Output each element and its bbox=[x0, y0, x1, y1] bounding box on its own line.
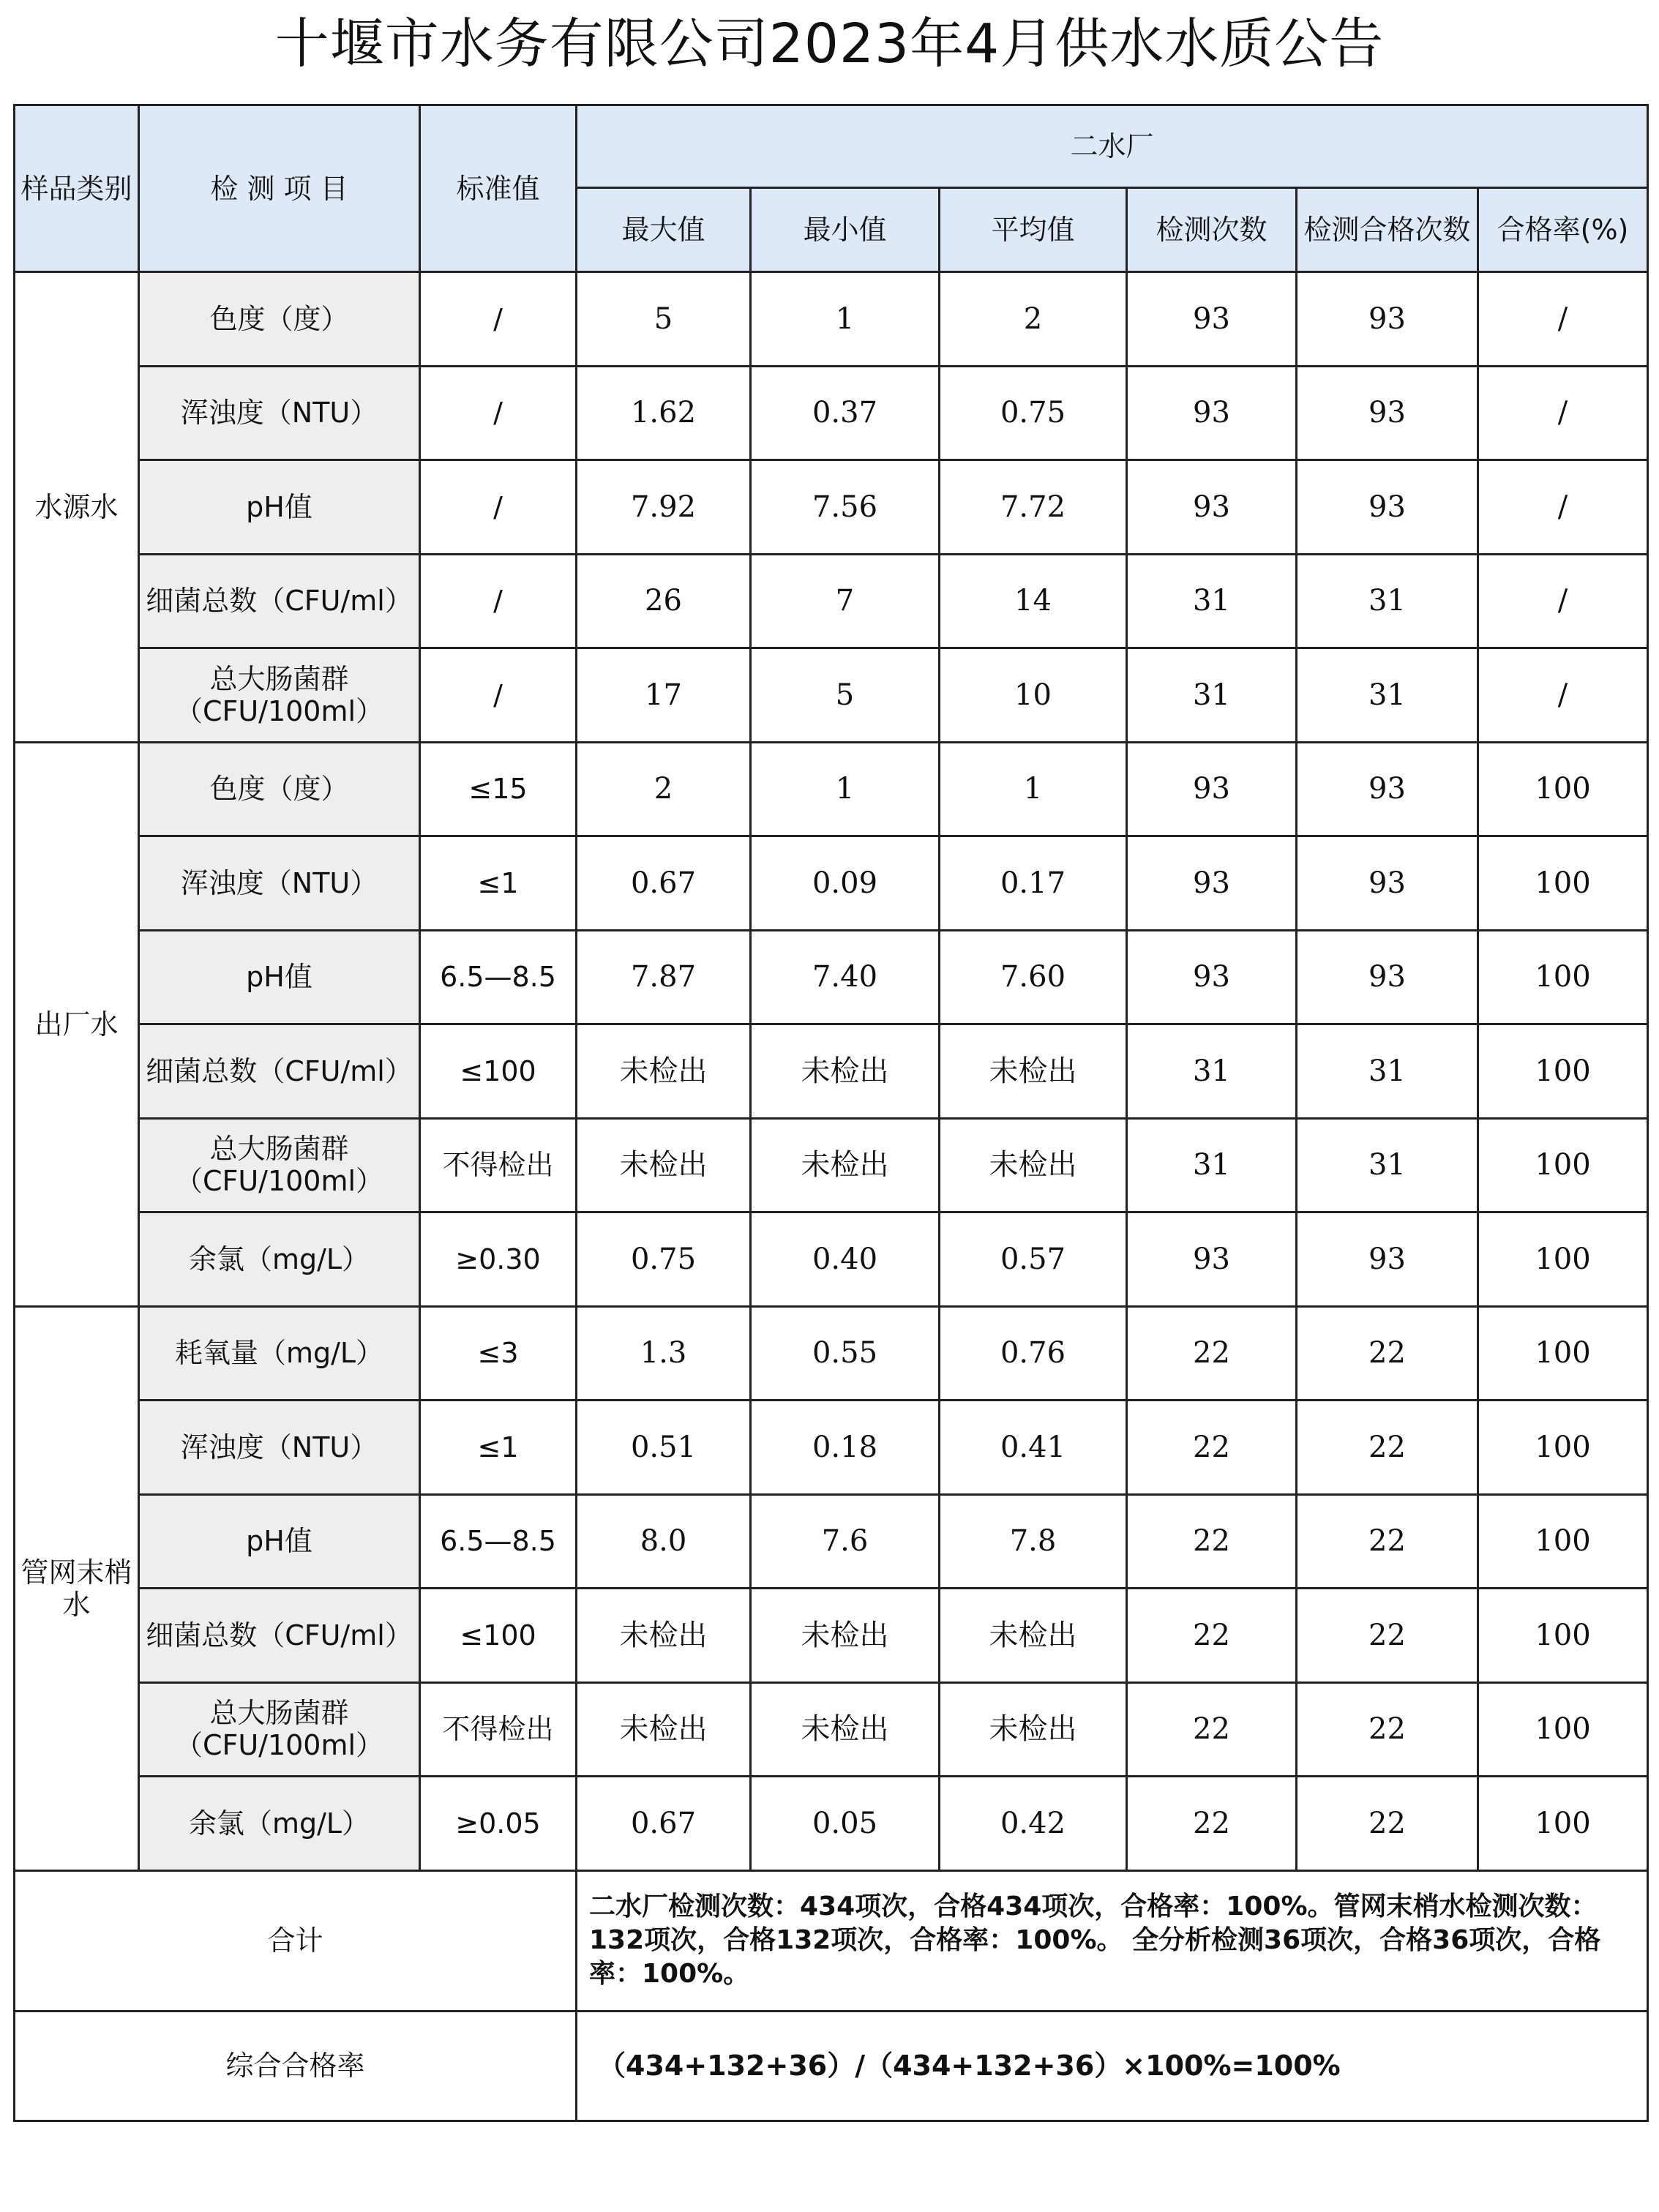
cell-min: 5 bbox=[751, 648, 940, 743]
cell-max: 未检出 bbox=[577, 1682, 751, 1777]
table-row bbox=[15, 1777, 1648, 1871]
standard-value: ≥0.30 bbox=[420, 1212, 577, 1307]
summary-text: 二水厂检测次数：434项次，合格434项次，合格率：100%。管网末梢水检测次数：132项次，合格132项次，合格率：100%。 全分析检测36项次，合格36项次，合格率：100%。 bbox=[577, 1870, 1648, 2011]
cell-max: 未检出 bbox=[577, 1118, 751, 1212]
cell-count: 93 bbox=[1127, 742, 1297, 836]
cell-pass: 22 bbox=[1297, 1777, 1478, 1871]
cell-rate: 100 bbox=[1478, 1401, 1648, 1495]
cell-max: 未检出 bbox=[577, 1024, 751, 1119]
test-item: 细菌总数（CFU/ml） bbox=[139, 1024, 420, 1119]
cell-pass: 22 bbox=[1297, 1494, 1478, 1589]
cell-pass: 31 bbox=[1297, 554, 1478, 648]
cell-min: 未检出 bbox=[751, 1118, 940, 1212]
standard-value: ≤3 bbox=[420, 1306, 577, 1401]
header-pass-count: 检测合格次数 bbox=[1297, 188, 1478, 272]
cell-rate: 100 bbox=[1478, 1589, 1648, 1683]
cell-min: 7.40 bbox=[751, 930, 940, 1024]
cell-count: 31 bbox=[1127, 554, 1297, 648]
cell-max: 8.0 bbox=[577, 1494, 751, 1589]
standard-value: / bbox=[420, 460, 577, 555]
cell-min: 1 bbox=[751, 742, 940, 836]
table-row bbox=[15, 1306, 1648, 1401]
cell-rate: / bbox=[1478, 648, 1648, 743]
cell-pass: 93 bbox=[1297, 1212, 1478, 1307]
standard-value: / bbox=[420, 648, 577, 743]
test-item: 细菌总数（CFU/ml） bbox=[139, 1589, 420, 1683]
standard-value: ≤15 bbox=[420, 742, 577, 836]
cell-avg: 7.60 bbox=[940, 930, 1127, 1024]
header-sample-type: 样品类别 bbox=[15, 105, 139, 272]
cell-count: 22 bbox=[1127, 1682, 1297, 1777]
cell-avg: 未检出 bbox=[940, 1682, 1127, 1777]
page-title: 十堰市水务有限公司2023年4月供水水质公告 bbox=[274, 12, 1385, 75]
cell-count: 93 bbox=[1127, 1212, 1297, 1307]
cell-pass: 93 bbox=[1297, 742, 1478, 836]
cell-count: 22 bbox=[1127, 1589, 1297, 1683]
table-row bbox=[15, 1682, 1648, 1777]
cell-count: 22 bbox=[1127, 1306, 1297, 1401]
cell-pass: 22 bbox=[1297, 1589, 1478, 1683]
sample-category: 管网末梢水 bbox=[15, 1306, 139, 1870]
cell-max: 17 bbox=[577, 648, 751, 743]
cell-avg: 0.42 bbox=[940, 1777, 1127, 1871]
cell-rate: 100 bbox=[1478, 1118, 1648, 1212]
table-row bbox=[15, 1589, 1648, 1683]
cell-max: 5 bbox=[577, 272, 751, 367]
cell-max: 2 bbox=[577, 742, 751, 836]
cell-rate: 100 bbox=[1478, 930, 1648, 1024]
overall-row bbox=[15, 2011, 1648, 2121]
cell-min: 0.40 bbox=[751, 1212, 940, 1307]
cell-min: 7.56 bbox=[751, 460, 940, 555]
cell-pass: 31 bbox=[1297, 1024, 1478, 1119]
cell-avg: 2 bbox=[940, 272, 1127, 367]
header-test-item: 检 测 项 目 bbox=[139, 105, 420, 272]
test-item: 浑浊度（NTU） bbox=[139, 366, 420, 460]
cell-max: 7.87 bbox=[577, 930, 751, 1024]
test-item: 细菌总数（CFU/ml） bbox=[139, 554, 420, 648]
cell-avg: 0.41 bbox=[940, 1401, 1127, 1495]
cell-rate: 100 bbox=[1478, 1024, 1648, 1119]
cell-rate: 100 bbox=[1478, 1777, 1648, 1871]
test-item: 色度（度） bbox=[139, 272, 420, 367]
cell-avg: 0.75 bbox=[940, 366, 1127, 460]
cell-min: 0.09 bbox=[751, 836, 940, 931]
cell-count: 31 bbox=[1127, 1024, 1297, 1119]
standard-value: ≤100 bbox=[420, 1589, 577, 1683]
cell-max: 0.51 bbox=[577, 1401, 751, 1495]
header-min: 最小值 bbox=[751, 188, 940, 272]
cell-min: 0.05 bbox=[751, 1777, 940, 1871]
cell-rate: / bbox=[1478, 460, 1648, 555]
cell-pass: 22 bbox=[1297, 1682, 1478, 1777]
cell-avg: 未检出 bbox=[940, 1118, 1127, 1212]
test-item: pH值 bbox=[139, 930, 420, 1024]
standard-value: ≤1 bbox=[420, 836, 577, 931]
cell-avg: 14 bbox=[940, 554, 1127, 648]
cell-min: 1 bbox=[751, 272, 940, 367]
table-row bbox=[15, 1401, 1648, 1495]
sample-category: 出厂水 bbox=[15, 742, 139, 1306]
cell-pass: 93 bbox=[1297, 366, 1478, 460]
header-standard: 标准值 bbox=[420, 105, 577, 272]
table-body bbox=[15, 105, 1648, 1871]
test-item: 浑浊度（NTU） bbox=[139, 836, 420, 931]
table-row bbox=[15, 1212, 1648, 1307]
test-item: pH值 bbox=[139, 460, 420, 555]
test-item: 总大肠菌群（CFU/100ml） bbox=[139, 648, 420, 743]
cell-max: 7.92 bbox=[577, 460, 751, 555]
standard-value: / bbox=[420, 272, 577, 367]
table-row bbox=[15, 1118, 1648, 1212]
header-row-1 bbox=[15, 105, 1648, 188]
cell-pass: 93 bbox=[1297, 836, 1478, 931]
cell-min: 0.55 bbox=[751, 1306, 940, 1401]
header-max: 最大值 bbox=[577, 188, 751, 272]
cell-rate: 100 bbox=[1478, 1212, 1648, 1307]
test-item: 余氯（mg/L） bbox=[139, 1777, 420, 1871]
water-quality-table bbox=[13, 104, 1649, 2122]
cell-count: 22 bbox=[1127, 1401, 1297, 1495]
table-row bbox=[15, 930, 1648, 1024]
test-item: 总大肠菌群（CFU/100ml） bbox=[139, 1118, 420, 1212]
test-item: 耗氧量（mg/L） bbox=[139, 1306, 420, 1401]
cell-min: 未检出 bbox=[751, 1024, 940, 1119]
cell-count: 93 bbox=[1127, 366, 1297, 460]
cell-avg: 0.17 bbox=[940, 836, 1127, 931]
standard-value: / bbox=[420, 554, 577, 648]
table-row bbox=[15, 460, 1648, 555]
cell-rate: 100 bbox=[1478, 836, 1648, 931]
cell-min: 7.6 bbox=[751, 1494, 940, 1589]
standard-value: 不得检出 bbox=[420, 1118, 577, 1212]
cell-max: 未检出 bbox=[577, 1589, 751, 1683]
cell-pass: 22 bbox=[1297, 1306, 1478, 1401]
cell-max: 0.67 bbox=[577, 836, 751, 931]
cell-avg: 未检出 bbox=[940, 1589, 1127, 1683]
summary-row bbox=[15, 1870, 1648, 2011]
cell-avg: 7.72 bbox=[940, 460, 1127, 555]
table-row bbox=[15, 1024, 1648, 1119]
table-summary bbox=[15, 1870, 1648, 2121]
cell-pass: 31 bbox=[1297, 1118, 1478, 1212]
table-row bbox=[15, 366, 1648, 460]
standard-value: / bbox=[420, 366, 577, 460]
header-avg: 平均值 bbox=[940, 188, 1127, 272]
standard-value: 不得检出 bbox=[420, 1682, 577, 1777]
cell-count: 22 bbox=[1127, 1494, 1297, 1589]
overall-label: 综合合格率 bbox=[15, 2011, 577, 2121]
cell-count: 93 bbox=[1127, 836, 1297, 931]
cell-pass: 22 bbox=[1297, 1401, 1478, 1495]
cell-pass: 31 bbox=[1297, 648, 1478, 743]
cell-rate: 100 bbox=[1478, 742, 1648, 836]
cell-count: 93 bbox=[1127, 460, 1297, 555]
standard-value: 6.5—8.5 bbox=[420, 1494, 577, 1589]
cell-max: 26 bbox=[577, 554, 751, 648]
standard-value: ≤1 bbox=[420, 1401, 577, 1495]
cell-min: 未检出 bbox=[751, 1589, 940, 1683]
cell-rate: / bbox=[1478, 272, 1648, 367]
cell-avg: 未检出 bbox=[940, 1024, 1127, 1119]
cell-rate: / bbox=[1478, 366, 1648, 460]
test-item: 余氯（mg/L） bbox=[139, 1212, 420, 1307]
table-row bbox=[15, 836, 1648, 931]
table-row bbox=[15, 1494, 1648, 1589]
cell-count: 93 bbox=[1127, 930, 1297, 1024]
cell-avg: 0.76 bbox=[940, 1306, 1127, 1401]
cell-pass: 93 bbox=[1297, 460, 1478, 555]
cell-pass: 93 bbox=[1297, 272, 1478, 367]
cell-pass: 93 bbox=[1297, 930, 1478, 1024]
test-item: 总大肠菌群（CFU/100ml） bbox=[139, 1682, 420, 1777]
sample-category: 水源水 bbox=[15, 272, 139, 743]
cell-avg: 1 bbox=[940, 742, 1127, 836]
standard-value: 6.5—8.5 bbox=[420, 930, 577, 1024]
cell-min: 0.18 bbox=[751, 1401, 940, 1495]
cell-count: 31 bbox=[1127, 1118, 1297, 1212]
standard-value: ≥0.05 bbox=[420, 1777, 577, 1871]
header-pass-rate: 合格率(%) bbox=[1478, 188, 1648, 272]
cell-min: 7 bbox=[751, 554, 940, 648]
table-row bbox=[15, 272, 1648, 367]
test-item: pH值 bbox=[139, 1494, 420, 1589]
cell-max: 0.75 bbox=[577, 1212, 751, 1307]
cell-min: 未检出 bbox=[751, 1682, 940, 1777]
header-count: 检测次数 bbox=[1127, 188, 1297, 272]
overall-formula: （434+132+36）/（434+132+36）×100%=100% bbox=[577, 2011, 1648, 2121]
test-item: 浑浊度（NTU） bbox=[139, 1401, 420, 1495]
cell-count: 93 bbox=[1127, 272, 1297, 367]
table-row bbox=[15, 742, 1648, 836]
test-item: 色度（度） bbox=[139, 742, 420, 836]
header-plant: 二水厂 bbox=[577, 105, 1648, 188]
cell-max: 0.67 bbox=[577, 1777, 751, 1871]
cell-rate: / bbox=[1478, 554, 1648, 648]
cell-rate: 100 bbox=[1478, 1494, 1648, 1589]
cell-max: 1.62 bbox=[577, 366, 751, 460]
cell-avg: 10 bbox=[940, 648, 1127, 743]
standard-value: ≤100 bbox=[420, 1024, 577, 1119]
cell-max: 1.3 bbox=[577, 1306, 751, 1401]
summary-label: 合计 bbox=[15, 1870, 577, 2011]
cell-rate: 100 bbox=[1478, 1682, 1648, 1777]
cell-rate: 100 bbox=[1478, 1306, 1648, 1401]
table-row bbox=[15, 648, 1648, 743]
cell-avg: 0.57 bbox=[940, 1212, 1127, 1307]
cell-min: 0.37 bbox=[751, 366, 940, 460]
table-row bbox=[15, 554, 1648, 648]
cell-avg: 7.8 bbox=[940, 1494, 1127, 1589]
cell-count: 22 bbox=[1127, 1777, 1297, 1871]
cell-count: 31 bbox=[1127, 648, 1297, 743]
